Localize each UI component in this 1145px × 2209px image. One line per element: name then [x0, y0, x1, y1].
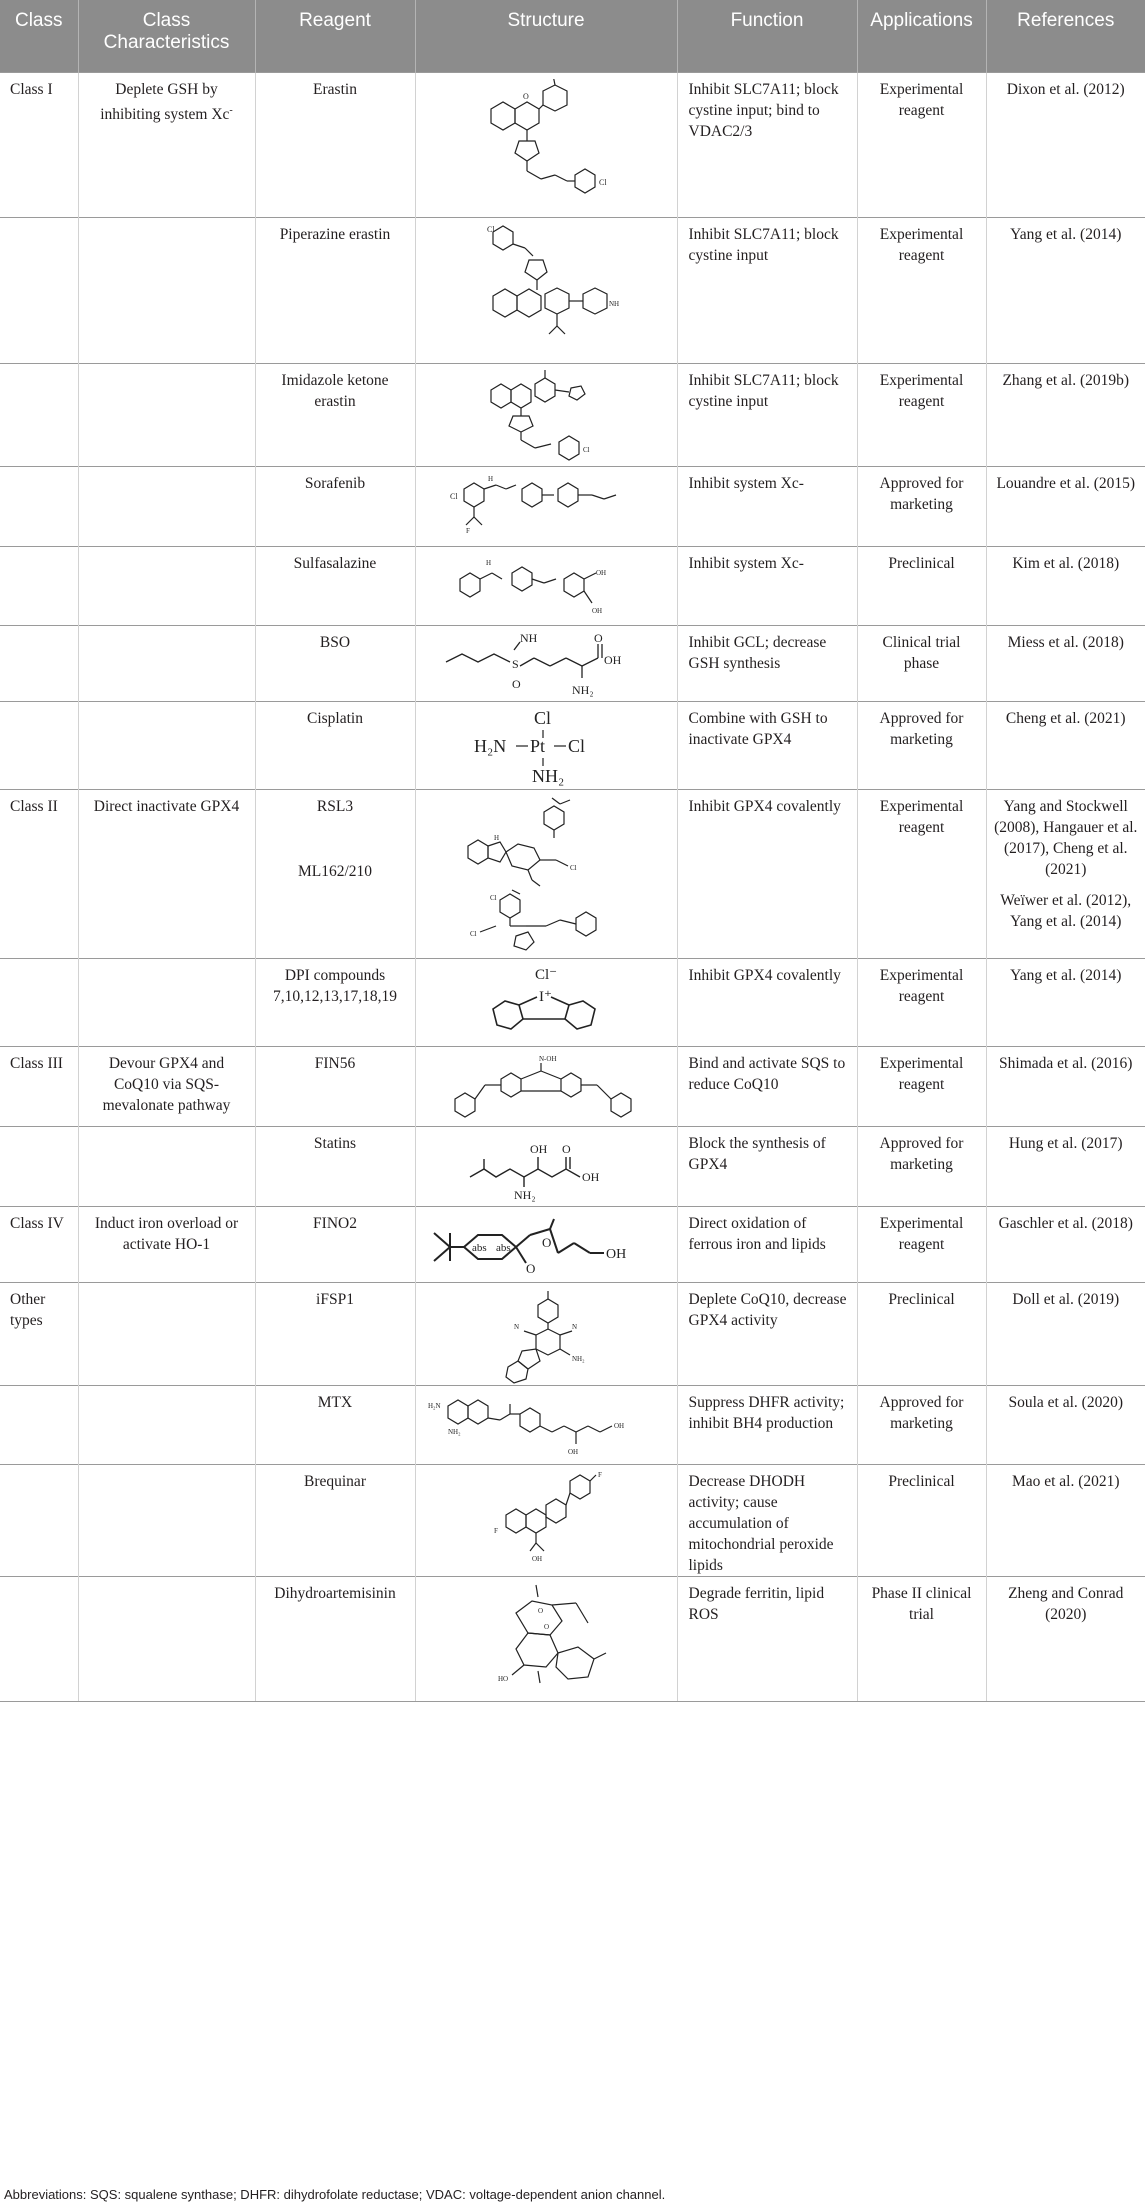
- structure-cell: [415, 1385, 677, 1464]
- svg-text:F: F: [598, 1470, 602, 1479]
- characteristics-cell: [78, 625, 255, 701]
- reference-cell: Gaschler et al. (2018): [986, 1206, 1145, 1282]
- cisplatin-pt: Pt: [530, 735, 546, 756]
- function-cell: Inhibit SLC7A11; block cystine input: [677, 217, 857, 363]
- function-cell: Deplete CoQ10, decrease GPX4 activity: [677, 1282, 857, 1385]
- reference-cell: Hung et al. (2017): [986, 1126, 1145, 1206]
- application-cell: Preclinical: [857, 546, 986, 625]
- class-cell: [0, 217, 78, 363]
- bso-nh2-label: NH₂: [572, 682, 594, 697]
- reagent-cell: Piperazine erastin: [255, 217, 415, 363]
- fino2-oh-label: OH: [606, 1246, 627, 1262]
- bso-s-label: S: [512, 656, 519, 671]
- structure-cell: [415, 1046, 677, 1126]
- characteristics-cell: Direct inactivate GPX4: [78, 789, 255, 958]
- function-cell: Inhibit GPX4 covalently: [677, 958, 857, 1046]
- dpi-structure-icon: [471, 965, 621, 1043]
- reference-cell: Louandre et al. (2015): [986, 466, 1145, 546]
- dpi-cl-label: Cl⁻: [535, 966, 558, 983]
- svg-text:N: N: [514, 1322, 520, 1331]
- structure-cell: [415, 1206, 677, 1282]
- ifsp1-structure-icon: [486, 1289, 606, 1385]
- application-cell: Experimental reagent: [857, 363, 986, 466]
- reagent-cell: Statins: [255, 1126, 415, 1206]
- characteristics-cell: [78, 217, 255, 363]
- bso-nh-label: NH: [520, 631, 538, 645]
- svg-text:NH₂: NH₂: [448, 1427, 461, 1436]
- table-row: [0, 363, 1145, 466]
- class-cell: [0, 1385, 78, 1464]
- class-cell: [0, 546, 78, 625]
- reagent-ml162: ML162/210: [297, 862, 373, 880]
- table-row: [0, 217, 1145, 363]
- class-cell: [0, 1464, 78, 1576]
- reference-rsl3: Yang and Stockwell (2008), Hangauer et al. (2017), Cheng et al. (2021): [994, 797, 1138, 878]
- reference-ml162: Weïwer et al. (2012), Yang et al. (2014): [1000, 891, 1132, 930]
- table-row: [0, 466, 1145, 546]
- characteristics-cell: [78, 1282, 255, 1385]
- svg-text:NH: NH: [609, 299, 620, 308]
- structure-cell: [415, 1576, 677, 1701]
- bso-structure-icon: [436, 632, 656, 698]
- reference-cell: Doll et al. (2019): [986, 1282, 1145, 1385]
- svg-text:NH₂: NH₂: [572, 1354, 585, 1363]
- function-cell: Inhibit SLC7A11; block cystine input: [677, 363, 857, 466]
- characteristics-cell: [78, 1385, 255, 1464]
- fino2-o1-label: O: [542, 1234, 552, 1250]
- application-cell: Phase II clinical trial: [857, 1576, 986, 1701]
- class-cell: Class I: [0, 72, 78, 217]
- class-cell: [0, 466, 78, 546]
- reagent-cell: iFSP1: [255, 1282, 415, 1385]
- reagent-rsl3: RSL3: [316, 797, 354, 815]
- svg-text:O: O: [523, 91, 529, 101]
- function-cell: Combine with GSH to inactivate GPX4: [677, 701, 857, 789]
- table-row: [0, 958, 1145, 1046]
- application-cell: Experimental reagent: [857, 217, 986, 363]
- table-row: [0, 546, 1145, 625]
- table-row: [0, 1282, 1145, 1385]
- reference-cell: Kim et al. (2018): [986, 546, 1145, 625]
- table-row: [0, 1046, 1145, 1126]
- cisplatin-h2n: H₂N: [474, 735, 507, 756]
- header-class-characteristics: Class Characteristics: [78, 0, 255, 72]
- svg-text:N-OH: N-OH: [539, 1054, 557, 1063]
- svg-text:Cl: Cl: [583, 445, 590, 454]
- class-cell: [0, 363, 78, 466]
- svg-text:OH: OH: [532, 1554, 543, 1563]
- characteristics-cell: [78, 1464, 255, 1576]
- svg-text:OH: OH: [592, 606, 603, 615]
- structure-cell: [415, 789, 677, 958]
- svg-text:H: H: [486, 558, 492, 567]
- table-footnote: Abbreviations: SQS: squalene synthase; DHFR: dihydrofolate reductase; VDAC: voltage-dependent anion channel.: [4, 2187, 666, 2202]
- svg-text:OH: OH: [596, 568, 607, 577]
- svg-text:O: O: [538, 1606, 544, 1615]
- function-cell: Inhibit SLC7A11; block cystine input; bind to VDAC2/3: [677, 72, 857, 217]
- svg-text:N: N: [572, 1322, 578, 1331]
- cisplatin-nh2: NH₂: [532, 765, 565, 786]
- reagent-cell: Dihydroartemisinin: [255, 1576, 415, 1701]
- reference-cell: Dixon et al. (2012): [986, 72, 1145, 217]
- header-class: Class: [0, 0, 78, 72]
- characteristics-cell: [78, 701, 255, 789]
- header-reagent: Reagent: [255, 0, 415, 72]
- mtx-structure-icon: [426, 1392, 666, 1458]
- structure-cell: [415, 625, 677, 701]
- application-cell: Experimental reagent: [857, 72, 986, 217]
- function-cell: Block the synthesis of GPX4: [677, 1126, 857, 1206]
- svg-text:Cl: Cl: [570, 863, 577, 872]
- cisplatin-structure-icon: [466, 708, 626, 786]
- svg-text:O: O: [544, 1622, 550, 1631]
- reference-cell: Mao et al. (2021): [986, 1464, 1145, 1576]
- structure-cell: [415, 1126, 677, 1206]
- svg-text:OH: OH: [568, 1447, 579, 1456]
- structure-cell: [415, 958, 677, 1046]
- structure-cell: [415, 1282, 677, 1385]
- application-cell: Experimental reagent: [857, 958, 986, 1046]
- reagent-cell: Imidazole ketone erastin: [255, 363, 415, 466]
- svg-text:F: F: [466, 526, 470, 535]
- dpi-i-label: I⁺: [539, 988, 552, 1005]
- characteristics-cell: Devour GPX4 and CoQ10 via SQS-mevalonate pathway: [78, 1046, 255, 1126]
- reference-cell: Cheng et al. (2021): [986, 701, 1145, 789]
- table-row: [0, 72, 1145, 217]
- reagent-cell: MTX: [255, 1385, 415, 1464]
- sorafenib-structure-icon: [446, 473, 646, 535]
- reference-cell: Soula et al. (2020): [986, 1385, 1145, 1464]
- reference-cell: Zhang et al. (2019b): [986, 363, 1145, 466]
- class-cell: [0, 1126, 78, 1206]
- reagent-cell: Sorafenib: [255, 466, 415, 546]
- svg-text:H: H: [488, 474, 494, 483]
- fino2-abs2-label: abs: [496, 1241, 511, 1254]
- reagent-cell: Brequinar: [255, 1464, 415, 1576]
- function-cell: Inhibit system Xc-: [677, 546, 857, 625]
- structure-cell: [415, 546, 677, 625]
- svg-text:F: F: [494, 1526, 498, 1535]
- statins-structure-icon: [456, 1133, 636, 1203]
- svg-text:OH: OH: [614, 1421, 625, 1430]
- svg-text:Cl: Cl: [490, 893, 497, 902]
- svg-text:Cl: Cl: [487, 224, 495, 234]
- bso-o-label: O: [594, 631, 603, 645]
- application-cell: Preclinical: [857, 1282, 986, 1385]
- application-cell: Experimental reagent: [857, 1206, 986, 1282]
- reference-cell: Shimada et al. (2016): [986, 1046, 1145, 1126]
- application-cell: Experimental reagent: [857, 789, 986, 958]
- table-row: [0, 1126, 1145, 1206]
- application-cell: Approved for marketing: [857, 1385, 986, 1464]
- characteristics-cell: Deplete GSH by inhibiting system Xc-: [78, 72, 255, 217]
- characteristics-cell: [78, 466, 255, 546]
- svg-text:Cl: Cl: [470, 929, 477, 938]
- rsl3-ml162-structure-icon: [456, 796, 636, 952]
- function-cell: Degrade ferritin, lipid ROS: [677, 1576, 857, 1701]
- class-cell: Other types: [0, 1282, 78, 1385]
- svg-text:HO: HO: [498, 1674, 509, 1683]
- imidazole-ketone-erastin-structure-icon: [471, 370, 621, 462]
- characteristics-cell: [78, 958, 255, 1046]
- bso-o2-label: O: [512, 676, 521, 691]
- table-row: [0, 1576, 1145, 1701]
- table-row: [0, 701, 1145, 789]
- function-cell: Inhibit GCL; decrease GSH synthesis: [677, 625, 857, 701]
- fino2-o2-label: O: [526, 1260, 536, 1276]
- function-cell: Decrease DHODH activity; cause accumulation of mitochondrial peroxide lipids: [677, 1464, 857, 1576]
- reference-cell: Miess et al. (2018): [986, 625, 1145, 701]
- statins-nh2-label: NH₂: [514, 1187, 536, 1202]
- table-row: [0, 625, 1145, 701]
- erastin-structure-icon: [471, 79, 621, 199]
- svg-text:H: H: [494, 833, 500, 842]
- brequinar-structure-icon: [476, 1471, 616, 1563]
- structure-cell: [415, 72, 677, 217]
- characteristics-cell: [78, 1576, 255, 1701]
- table-row: [0, 789, 1145, 958]
- header-applications: Applications: [857, 0, 986, 72]
- fino2-abs1-label: abs: [472, 1241, 487, 1254]
- table-row: [0, 1206, 1145, 1282]
- header-function: Function: [677, 0, 857, 72]
- structure-cell: [415, 466, 677, 546]
- reference-cell: Yang et al. (2014): [986, 217, 1145, 363]
- function-cell: Direct oxidation of ferrous iron and lipids: [677, 1206, 857, 1282]
- class-cell: [0, 625, 78, 701]
- application-cell: Experimental reagent: [857, 1046, 986, 1126]
- reagent-cell: Sulfasalazine: [255, 546, 415, 625]
- svg-text:H₂N: H₂N: [428, 1401, 441, 1410]
- reference-cell: [986, 789, 1145, 958]
- function-cell: Bind and activate SQS to reduce CoQ10: [677, 1046, 857, 1126]
- class-cell: [0, 958, 78, 1046]
- application-cell: Clinical trial phase: [857, 625, 986, 701]
- function-cell: Suppress DHFR activity; inhibit BH4 production: [677, 1385, 857, 1464]
- reagent-cell: FIN56: [255, 1046, 415, 1126]
- fin56-structure-icon: [441, 1053, 651, 1125]
- reagent-cell: DPI compounds 7,10,12,13,17,18,19: [255, 958, 415, 1046]
- header-structure: Structure: [415, 0, 677, 72]
- class-cell: [0, 701, 78, 789]
- characteristics-cell: [78, 363, 255, 466]
- table-row: [0, 1464, 1145, 1576]
- function-cell: Inhibit system Xc-: [677, 466, 857, 546]
- statins-o-label: O: [562, 1141, 571, 1156]
- reagent-cell: [255, 789, 415, 958]
- structure-cell: [415, 363, 677, 466]
- class-cell: Class II: [0, 789, 78, 958]
- structure-cell: [415, 217, 677, 363]
- reagent-cell: Erastin: [255, 72, 415, 217]
- svg-text:Cl: Cl: [599, 177, 607, 187]
- characteristics-cell: Induct iron overload or activate HO-1: [78, 1206, 255, 1282]
- function-cell: Inhibit GPX4 covalently: [677, 789, 857, 958]
- characteristics-cell: [78, 546, 255, 625]
- dihydroartemisinin-structure-icon: [476, 1583, 616, 1695]
- reagent-cell: Cisplatin: [255, 701, 415, 789]
- cisplatin-cl-top: Cl: [534, 707, 552, 728]
- application-cell: Preclinical: [857, 1464, 986, 1576]
- structure-cell: [415, 1464, 677, 1576]
- application-cell: Approved for marketing: [857, 701, 986, 789]
- characteristics-cell: [78, 1126, 255, 1206]
- reference-cell: Zheng and Conrad (2020): [986, 1576, 1145, 1701]
- class-cell: Class III: [0, 1046, 78, 1126]
- reagent-cell: BSO: [255, 625, 415, 701]
- statins-oh2-label: OH: [582, 1169, 600, 1184]
- statins-oh1-label: OH: [530, 1141, 548, 1156]
- header-references: References: [986, 0, 1145, 72]
- svg-text:Cl: Cl: [450, 491, 458, 501]
- fino2-structure-icon: [426, 1213, 666, 1279]
- application-cell: Approved for marketing: [857, 1126, 986, 1206]
- structure-cell: [415, 701, 677, 789]
- table-row: [0, 1385, 1145, 1464]
- application-cell: Approved for marketing: [857, 466, 986, 546]
- bso-oh-label: OH: [604, 652, 622, 667]
- class-cell: [0, 1576, 78, 1701]
- reference-cell: Yang et al. (2014): [986, 958, 1145, 1046]
- class-cell: Class IV: [0, 1206, 78, 1282]
- reagent-cell: FINO2: [255, 1206, 415, 1282]
- sulfasalazine-structure-icon: [446, 553, 646, 619]
- cisplatin-cl-right: Cl: [568, 735, 586, 756]
- header-row: [0, 0, 1145, 72]
- piperazine-erastin-structure-icon: [471, 224, 621, 349]
